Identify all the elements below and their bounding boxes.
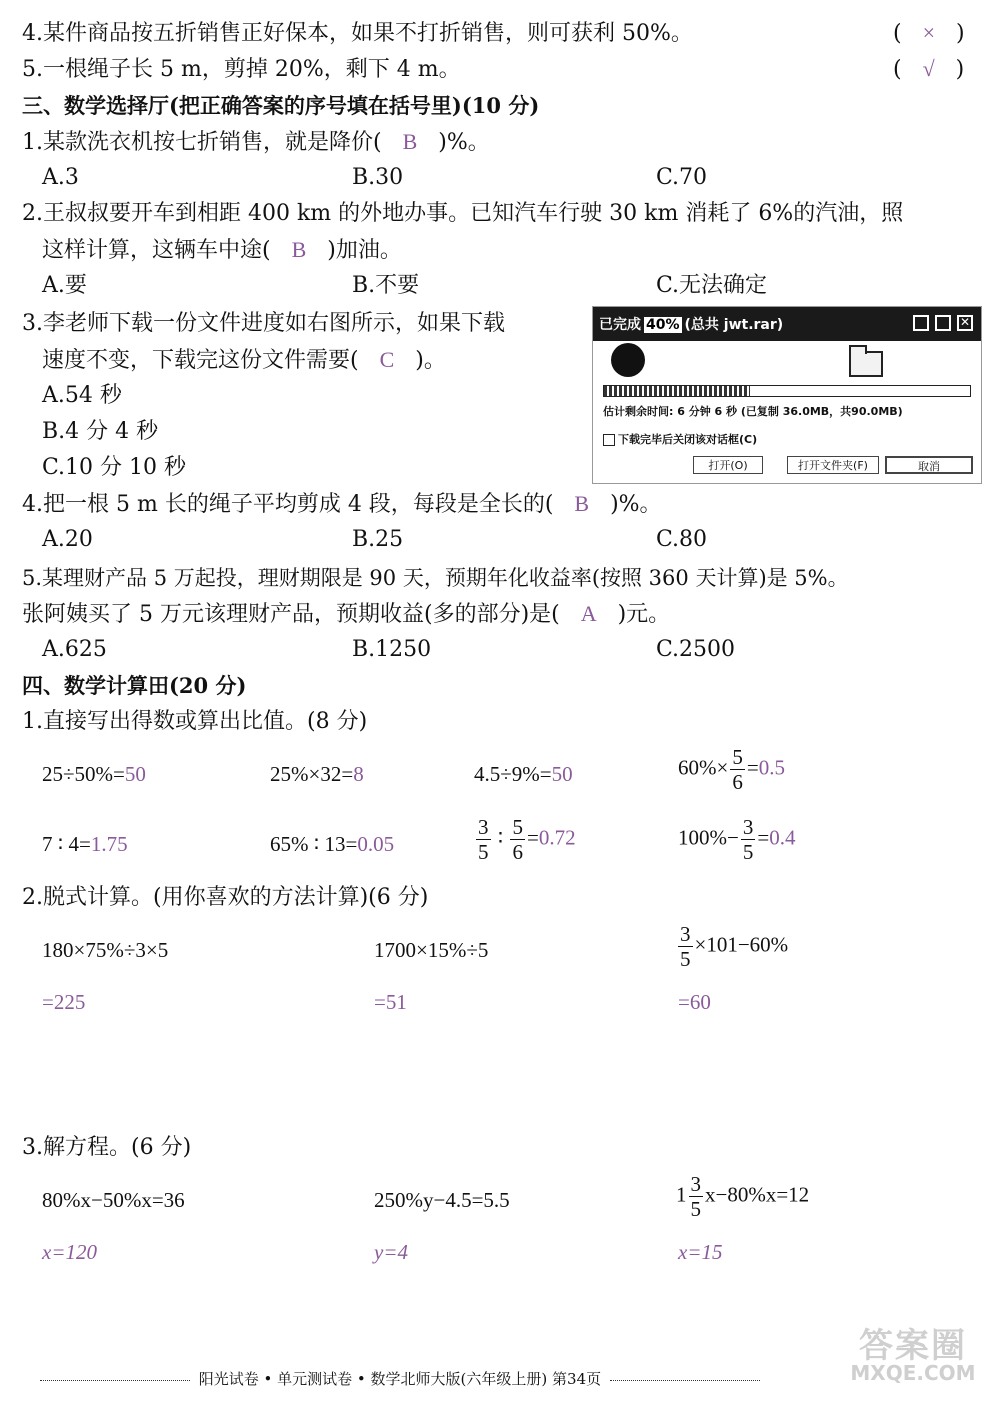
- calc1-item-8: 100%− $\frac{3}{5}$ =0.4: [678, 815, 796, 864]
- mc3-option-c: C.10 分 10 秒: [42, 455, 187, 480]
- equation-3: 1 $\frac{3}{5}$ x−80%x=12: [676, 1172, 810, 1221]
- equation-1: 80%x−50%x=36: [42, 1188, 185, 1212]
- remaining-time-text: 估计剩余时间: 6 分钟 6 秒 (已复制 36.0MB，共90.0MB): [603, 405, 903, 418]
- fraction: $\frac{5}{6}$: [732, 745, 743, 794]
- mc1-option-c: C.70: [656, 165, 708, 190]
- section3-title: 三、数学选择厅(把正确答案的序号填在括号里)(10 分): [22, 93, 540, 118]
- calc2-title: 2.脱式计算。(用你喜欢的方法计算)(6 分): [22, 885, 429, 910]
- dialog-title: 已完成 40% (总共 jwt.rar): [599, 317, 784, 333]
- mc5-option-c: C.2500: [656, 637, 736, 662]
- footer-text: 阳光试卷 • 单元测试卷 • 数学北师大版(六年级上册) 第34页: [198, 1370, 602, 1388]
- calc1-item-6: 65% ∶ 13=0.05: [270, 832, 395, 856]
- mc2-option-b: B.不要: [352, 273, 420, 298]
- fraction: $\frac{3}{5}$: [690, 1172, 701, 1221]
- mc1-option-b: B.30: [352, 165, 404, 190]
- tf-answer-5: ( √ ): [893, 56, 965, 82]
- download-progress-fill: [604, 386, 750, 396]
- equation-answer-2: y=4: [374, 1240, 408, 1264]
- page-footer: [40, 1368, 960, 1389]
- calc1-item-1: 25÷50%=50: [42, 762, 146, 786]
- calc3-title: 3.解方程。(6 分): [22, 1135, 192, 1160]
- checkbox-label: 下载完毕后关闭该对话框(C): [618, 433, 758, 446]
- equation-2: 250%y−4.5=5.5: [374, 1188, 510, 1212]
- fraction: $\frac{3}{5}$: [742, 815, 754, 864]
- mc5-question-line1: 5.某理财产品 5 万起投，理财期限是 90 天，预期年化收益率(按照 360 天计算)是 5%。: [22, 566, 849, 590]
- calc2-expr-3: $\frac{3}{5}$ ×101−60%: [680, 922, 789, 971]
- mc4-option-b: B.25: [352, 527, 404, 552]
- calc1-item-2: 25%×32=8: [270, 762, 364, 786]
- mc4-question: 4.把一根 5 m 长的绳子平均剪成 4 段，每段是全长的( B )%。: [22, 491, 662, 517]
- mc4-option-a: A.20: [42, 527, 93, 552]
- mc2-option-a: A.要: [42, 273, 87, 298]
- calc2-answer-3: =60: [678, 990, 711, 1014]
- calc2-expr-1: 180×75%÷3×5: [42, 938, 169, 962]
- open-button[interactable]: 打开(O): [693, 456, 763, 474]
- mc3-option-a: A.54 秒: [42, 383, 122, 408]
- mc1-question: 1.某款洗衣机按七折销售，就是降价( B )%。: [22, 129, 490, 155]
- dialog-titlebar: [593, 307, 981, 341]
- mc2-question-line2: 这样计算，这辆车中途( B )加油。: [42, 237, 402, 263]
- watermark-logo: 答案圈 MXQE.COM: [850, 1326, 976, 1385]
- mc1-option-a: A.3: [42, 165, 79, 190]
- minimize-icon[interactable]: [913, 315, 929, 331]
- section4-title: 四、数学计算田(20 分): [22, 673, 247, 698]
- maximize-icon[interactable]: [935, 315, 951, 331]
- close-on-finish-checkbox[interactable]: [603, 431, 757, 447]
- close-icon[interactable]: ✕: [957, 315, 973, 331]
- tf-answer-4: ( × ): [893, 20, 965, 46]
- mc3-question-line1: 3.李老师下载一份文件进度如右图所示，如果下载: [22, 311, 505, 336]
- calc1-item-4: 60%× $\frac{5}{6}$ =0.5: [678, 745, 785, 794]
- fraction: $\frac{3}{5}$: [478, 815, 489, 864]
- equation-answer-1: x=120: [42, 1240, 97, 1264]
- download-progress-bar: [603, 385, 971, 397]
- folder-icon: [849, 351, 883, 377]
- fraction: $\frac{5}{6}$: [512, 815, 523, 864]
- mc5-option-a: A.625: [42, 637, 107, 662]
- download-globe-icon: [611, 343, 645, 377]
- calc1-item-3: 4.5÷9%=50: [474, 762, 573, 786]
- calc1-item-7: $\frac{3}{5}$ ∶ $\frac{5}{6}$ =0.72: [478, 815, 576, 864]
- calc2-expr-2: 1700×15%÷5: [374, 938, 489, 962]
- tf-question-5: 5.一根绳子长 5 m，剪掉 20%，剩下 4 m。: [22, 57, 461, 82]
- calc1-item-5: 7 ∶ 4=1.75: [42, 832, 128, 856]
- mc2-question-line1: 2.王叔叔要开车到相距 400 km 的外地办事。已知汽车行驶 30 km 消耗了 6%的汽油，照: [22, 201, 904, 226]
- fraction: $\frac{3}{5}$: [680, 922, 691, 971]
- mc4-option-c: C.80: [656, 527, 708, 552]
- equation-answer-3: x=15: [678, 1240, 723, 1264]
- mc5-question-line2: 张阿姨买了 5 万元该理财产品，预期收益(多的部分)是( A )元。: [22, 601, 671, 627]
- mc3-option-b: B.4 分 4 秒: [42, 419, 159, 444]
- checkbox-box[interactable]: [603, 434, 615, 446]
- calc1-title: 1.直接写出得数或算出比值。(8 分): [22, 709, 368, 734]
- download-dialog: [592, 306, 982, 484]
- calc2-answer-1: =225: [42, 990, 86, 1014]
- mc5-option-b: B.1250: [352, 637, 432, 662]
- open-folder-button[interactable]: 打开文件夹(F): [787, 456, 879, 474]
- calc2-answer-2: =51: [374, 990, 407, 1014]
- mc2-option-c: C.无法确定: [656, 273, 768, 298]
- mc3-question-line2: 速度不变，下载完这份文件需要( C )。: [42, 347, 446, 373]
- tf-question-4: 4.某件商品按五折销售正好保本，如果不打折销售，则可获利 50%。: [22, 21, 693, 46]
- cancel-button[interactable]: 取消: [885, 456, 973, 474]
